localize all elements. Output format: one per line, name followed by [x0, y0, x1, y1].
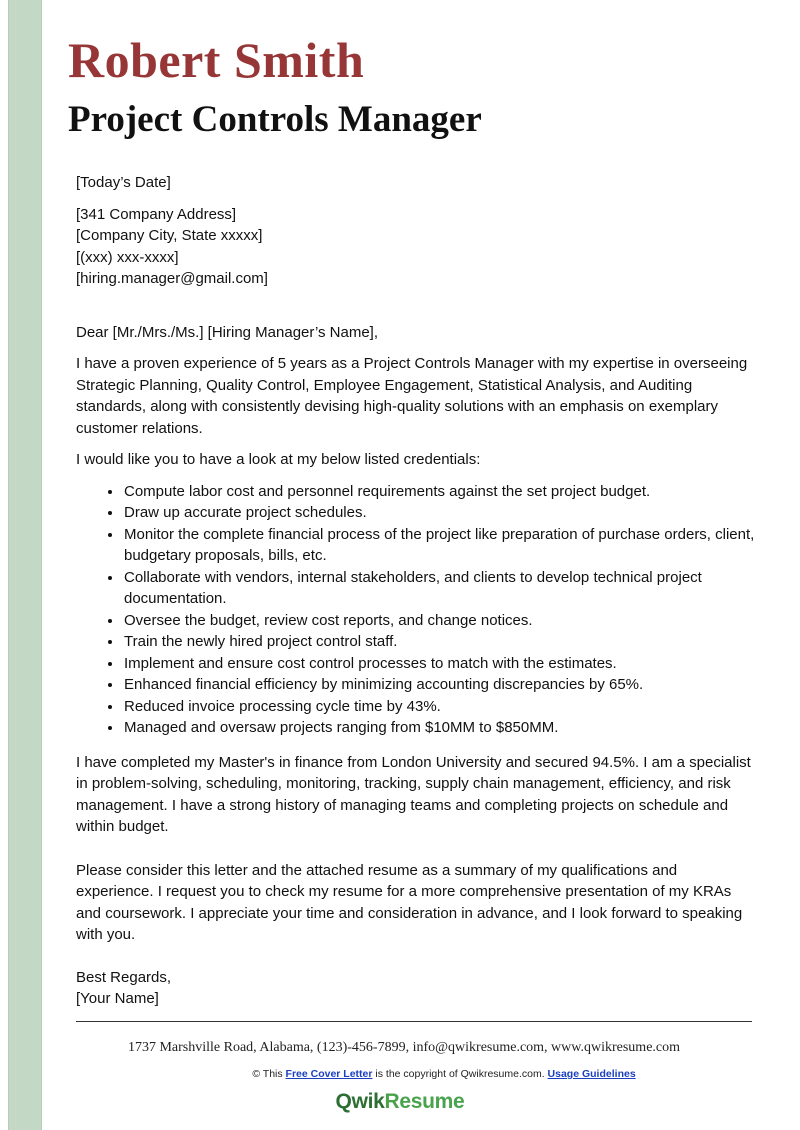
list-item: • Reduced invoice processing cycle time by 43%.: [123, 696, 756, 718]
list-item: • Monitor the complete financial process of the project like preparation of purchase orders, client, budgetary proposals, bills, etc.: [123, 524, 756, 567]
usage-guidelines-link[interactable]: Usage Guidelines: [547, 1068, 636, 1080]
footer-contact: 1737 Marshville Road, Alabama, (123)-456-7899, info@qwikresume.com, www.qwikresume.com: [127, 1040, 681, 1055]
decorative-side-bar: [8, 0, 42, 1130]
footer-divider: [76, 1021, 752, 1022]
list-item: • Compute labor cost and personnel requirements against the set project budget.: [123, 481, 756, 503]
greeting: Dear [Mr./Mrs./Ms.] [Hiring Manager’s Name],: [76, 323, 379, 341]
list-item: • Managed and oversaw projects ranging from $10MM to $850MM.: [123, 717, 756, 739]
copyright-notice: [0, 1068, 800, 1080]
list-item: • Collaborate with vendors, internal stakeholders, and clients to develop technical project documentation.: [123, 567, 756, 610]
address-line: [(xxx) xxx-xxxx]: [76, 248, 179, 266]
signature: [Your Name]: [76, 990, 159, 1007]
letter-date: [Today’s Date]: [76, 174, 171, 191]
letter-body: [76, 172, 756, 1010]
address-line: [hiring.manager@gmail.com]: [76, 270, 268, 287]
logo-part-resume: Resume: [384, 1090, 465, 1113]
address-line: [341 Company Address]: [76, 205, 237, 223]
logo-part-qwik: Qwik: [335, 1090, 385, 1113]
list-item: • Enhanced financial efficiency by minimizing accounting discrepancies by 65%.: [123, 674, 756, 696]
job-title: Project Controls Manager: [68, 99, 482, 140]
applicant-name: Robert Smith: [68, 32, 365, 88]
list-item: • Train the newly hired project control staff.: [123, 631, 756, 653]
copyright-middle: is the copyright of Qwikresume.com.: [372, 1068, 548, 1080]
free-cover-letter-link[interactable]: Free Cover Letter: [285, 1068, 373, 1080]
intro-paragraph: I have a proven experience of 5 years as a Project Controls Manager with my expertise in overseeing Strategic Planning, Quality Control, Employee Engagement, Statistical Analysis, and Auditing standards, along with consistently devising high-quality solutions with an emphasis on exemplary customer relations.: [76, 355, 748, 437]
education-paragraph: I have completed my Master's in finance from London University and secured 94.5%. I am a specialist in problem-solving, scheduling, monitoring, tracking, supply chain management, efficiency, and risk management. I have a strong history of managing teams and completing projects on schedule and within budget.: [76, 753, 751, 835]
credentials-intro: I would like you to have a look at my below listed credentials:: [76, 451, 481, 468]
qwikresume-logo[interactable]: [0, 1090, 800, 1114]
sign-off: Best Regards,: [76, 968, 172, 986]
list-item: • Draw up accurate project schedules.: [123, 502, 756, 524]
recipient-address: [76, 204, 756, 290]
closing-paragraph: Please consider this letter and the attached resume as a summary of my qualifications and experience. I request you to check my resume for a more comprehensive presentation of my KRAs and coursework. I appreciate your time and consideration in advance, and I look forward to speaking with you.: [76, 861, 743, 943]
list-item: • Implement and ensure cost control processes to match with the estimates.: [123, 653, 756, 675]
copyright-prefix: © This: [252, 1068, 286, 1080]
list-item: • Oversee the budget, review cost reports, and change notices.: [123, 610, 756, 632]
credentials-list: [76, 481, 756, 739]
address-line: [Company City, State xxxxx]: [76, 227, 263, 244]
